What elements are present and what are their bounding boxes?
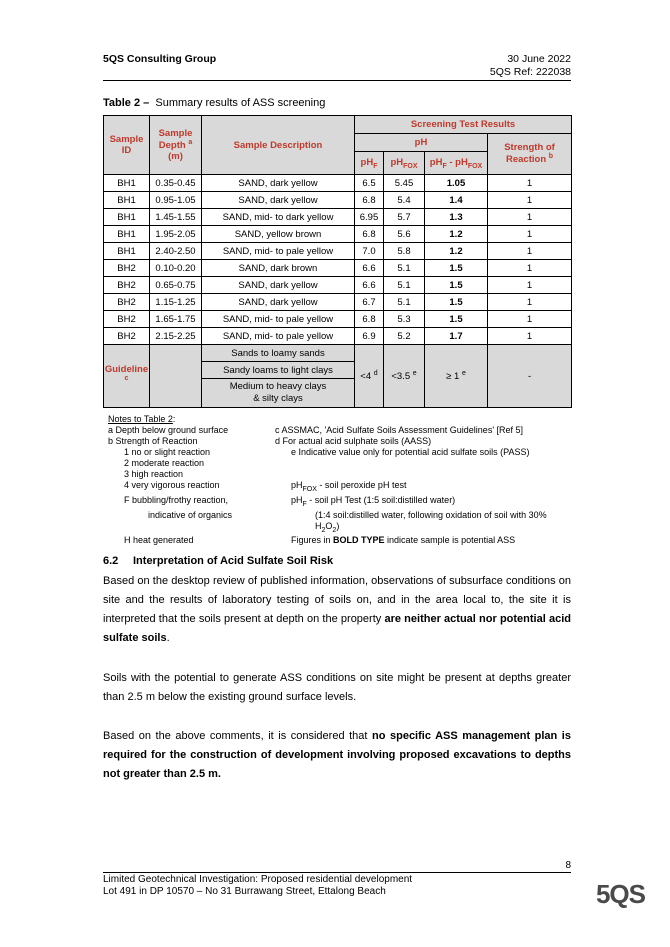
cell-ph-f: 6.5 — [355, 175, 384, 192]
section-title: Interpretation of Acid Sulfate Soil Risk — [133, 555, 334, 567]
cell-ph-difference: 1.2 — [425, 226, 488, 243]
cell-sample-depth: 0.10-0.20 — [150, 260, 202, 277]
header-divider — [103, 80, 571, 81]
cell-ph-f: 7.0 — [355, 243, 384, 260]
cell-sample-depth: 0.35-0.45 — [150, 175, 202, 192]
page-number: 8 — [565, 860, 571, 871]
header-ph-f: $pH_F$ — [355, 152, 384, 175]
cell-ph-difference: 1.05 — [425, 175, 488, 192]
cell-strength: 1 — [488, 260, 572, 277]
note-reaction-4: 4 very vigorous reaction — [124, 480, 220, 490]
footer-divider — [103, 872, 571, 873]
cell-sample-description: SAND, yellow brown — [202, 226, 355, 243]
cell-ph-fox: 5.1 — [384, 294, 425, 311]
guideline-ph-difference: ≥ 1 $^e$ — [425, 345, 488, 408]
guideline-strength: - — [488, 345, 572, 408]
header-ph-fox: $pH_{FOX}$ — [384, 152, 425, 175]
cell-sample-description: SAND, mid- to pale yellow — [202, 243, 355, 260]
cell-ph-f: 6.8 — [355, 311, 384, 328]
guideline-label: Guideline $^c$ — [104, 345, 150, 408]
cell-sample-id: BH2 — [104, 328, 150, 345]
cell-ph-f: 6.7 — [355, 294, 384, 311]
header-sample-depth: Sample Depth $^a$ (m) — [150, 116, 202, 175]
footer-text — [103, 874, 412, 898]
cell-sample-description: SAND, dark yellow — [202, 277, 355, 294]
footer-line-2: Lot 491 in DP 10570 – No 31 Burrawang Street, Ettalong Beach — [103, 886, 386, 897]
cell-ph-f: 6.8 — [355, 192, 384, 209]
paragraph-3: Based on the above comments, it is considered that no specific ASS management plan is required for the construction of development involving proposed excavations to depths not greater than 2.5 m. — [103, 730, 571, 780]
table-caption-label: Table 2 – — [103, 97, 150, 109]
cell-sample-depth: 1.95-2.05 — [150, 226, 202, 243]
table-row — [104, 294, 572, 311]
cell-ph-fox: 5.45 — [384, 175, 425, 192]
cell-ph-fox: 5.7 — [384, 209, 425, 226]
table-row — [104, 328, 572, 345]
note-phfox: $pH_{FOX}$ - soil peroxide pH test — [291, 480, 407, 493]
header-sample-id: Sample ID — [104, 116, 150, 175]
table-row — [104, 175, 572, 192]
cell-sample-depth: 2.15-2.25 — [150, 328, 202, 345]
cell-ph-difference: 1.5 — [425, 311, 488, 328]
cell-sample-id: BH1 — [104, 192, 150, 209]
guideline-ph-fox: <3.5 $^e$ — [384, 345, 425, 408]
note-phfox-detail: (1:4 soil:distilled water, following oxidation of soil with 30% $H_2O_2$) — [315, 509, 547, 534]
cell-sample-description: SAND, mid- to pale yellow — [202, 328, 355, 345]
cell-sample-id: BH2 — [104, 311, 150, 328]
table-caption — [103, 97, 325, 109]
cell-ph-difference: 1.5 — [425, 294, 488, 311]
cell-sample-description: SAND, dark yellow — [202, 294, 355, 311]
cell-ph-f: 6.6 — [355, 277, 384, 294]
cell-ph-f: 6.6 — [355, 260, 384, 277]
report-date: 30 June 2022 — [507, 53, 571, 65]
cell-strength: 1 — [488, 243, 572, 260]
ass-results-table — [103, 115, 572, 408]
cell-sample-id: BH1 — [104, 226, 150, 243]
guideline-soil-2: Sandy loams to light clays — [202, 362, 355, 379]
header-ph-group: pH — [355, 134, 488, 152]
cell-ph-difference: 1.5 — [425, 277, 488, 294]
cell-ph-fox: 5.3 — [384, 311, 425, 328]
note-reaction-3: 3 high reaction — [124, 469, 184, 479]
table-row — [104, 192, 572, 209]
cell-strength: 1 — [488, 311, 572, 328]
cell-ph-fox: 5.4 — [384, 192, 425, 209]
cell-sample-depth: 1.15-1.25 — [150, 294, 202, 311]
note-reaction-2: 2 moderate reaction — [124, 458, 205, 468]
note-phf: $pH_F$ - soil pH Test (1:5 soil:distilled water) — [291, 494, 456, 508]
table-row — [104, 260, 572, 277]
table-notes — [108, 414, 573, 546]
cell-sample-depth: 0.65-0.75 — [150, 277, 202, 294]
note-reaction-h: H heat generated — [124, 535, 194, 546]
cell-sample-depth: 1.45-1.55 — [150, 209, 202, 226]
note-bold-type: Figures in BOLD TYPE indicate sample is potential ASS — [291, 535, 516, 546]
cell-strength: 1 — [488, 294, 572, 311]
paragraph-2: Soils with the potential to generate ASS conditions on site might be present at depths greater than 2.5 m below the existing ground surface levels. — [103, 672, 571, 703]
cell-ph-f: 6.8 — [355, 226, 384, 243]
note-reaction-f-detail: indicative of organics — [148, 509, 233, 520]
cell-ph-difference: 1.5 — [425, 260, 488, 277]
cell-sample-id: BH2 — [104, 294, 150, 311]
cell-ph-fox: 5.6 — [384, 226, 425, 243]
note-reaction-f: F bubbling/frothy reaction, — [124, 494, 229, 505]
header-sample-description: Sample Description — [202, 116, 355, 175]
guideline-depth-empty — [150, 345, 202, 408]
cell-strength: 1 — [488, 192, 572, 209]
cell-strength: 1 — [488, 226, 572, 243]
table-row — [104, 311, 572, 328]
cell-sample-depth: 2.40-2.50 — [150, 243, 202, 260]
cell-sample-id: BH1 — [104, 243, 150, 260]
footer-line-1: Limited Geotechnical Investigation: Proposed residential development — [103, 874, 413, 885]
guideline-soil-1: Sands to loamy sands — [202, 345, 355, 362]
cell-ph-fox: 5.2 — [384, 328, 425, 345]
header-strength: Strength of Reaction $^b$ — [488, 134, 572, 175]
cell-sample-id: BH2 — [104, 277, 150, 294]
guideline-ph-f: <4 $^d$ — [355, 345, 384, 408]
cell-sample-id: BH1 — [104, 175, 150, 192]
cell-ph-f: 6.95 — [355, 209, 384, 226]
note-d: d For actual acid sulphate soils (AASS) — [275, 436, 432, 446]
cell-strength: 1 — [488, 175, 572, 192]
cell-ph-difference: 1.2 — [425, 243, 488, 260]
header-right — [490, 53, 571, 78]
cell-ph-fox: 5.8 — [384, 243, 425, 260]
table-caption-text: Summary results of ASS screening — [155, 97, 326, 109]
cell-sample-id: BH2 — [104, 260, 150, 277]
section-heading — [103, 555, 333, 567]
note-c: c ASSMAC, 'Acid Sulfate Soils Assessment Guidelines' [Ref 5] — [275, 425, 524, 435]
notes-title: Notes to Table 2: — [108, 414, 176, 424]
header-screening-group: Screening Test Results — [355, 116, 572, 134]
company-logo: 5QS — [595, 879, 645, 909]
cell-sample-description: SAND, dark yellow — [202, 192, 355, 209]
note-reaction-1: 1 no or slight reaction — [124, 447, 211, 457]
cell-strength: 1 — [488, 209, 572, 226]
cell-ph-f: 6.9 — [355, 328, 384, 345]
note-e: e Indicative value only for potential acid sulfate soils (PASS) — [291, 447, 530, 457]
section-number: 6.2 — [103, 555, 119, 567]
note-a: a Depth below ground surface — [108, 425, 229, 435]
report-ref: 5QS Ref: 222038 — [489, 65, 571, 78]
note-b: b Strength of Reaction — [108, 436, 198, 446]
cell-sample-description: SAND, mid- to dark yellow — [202, 209, 355, 226]
table-row — [104, 209, 572, 226]
table-row — [104, 243, 572, 260]
cell-ph-difference: 1.7 — [425, 328, 488, 345]
cell-sample-depth: 0.95-1.05 — [150, 192, 202, 209]
cell-sample-id: BH1 — [104, 209, 150, 226]
guideline-soil-3: Medium to heavy clays & silty clays — [202, 379, 355, 408]
table-row — [104, 277, 572, 294]
paragraph-1: Based on the desktop review of published information, observations of subsurface conditions on site and the results of laboratory testing of soils on, and in the area local to, the site it is interpreted that the soils present at depth on the property are neither actual nor potential acid sulfate soils. — [103, 575, 571, 644]
company-name: 5QS Consulting Group — [103, 53, 217, 65]
cell-strength: 1 — [488, 328, 572, 345]
cell-ph-fox: 5.1 — [384, 277, 425, 294]
cell-ph-fox: 5.1 — [384, 260, 425, 277]
cell-ph-difference: 1.4 — [425, 192, 488, 209]
cell-ph-difference: 1.3 — [425, 209, 488, 226]
cell-sample-description: SAND, mid- to pale yellow — [202, 311, 355, 328]
table-row — [104, 226, 572, 243]
cell-strength: 1 — [488, 277, 572, 294]
cell-sample-depth: 1.65-1.75 — [150, 311, 202, 328]
cell-sample-description: SAND, dark brown — [202, 260, 355, 277]
header-ph-difference: $pH_F - pH_{FOX}$ — [425, 152, 488, 175]
cell-sample-description: SAND, dark yellow — [202, 175, 355, 192]
